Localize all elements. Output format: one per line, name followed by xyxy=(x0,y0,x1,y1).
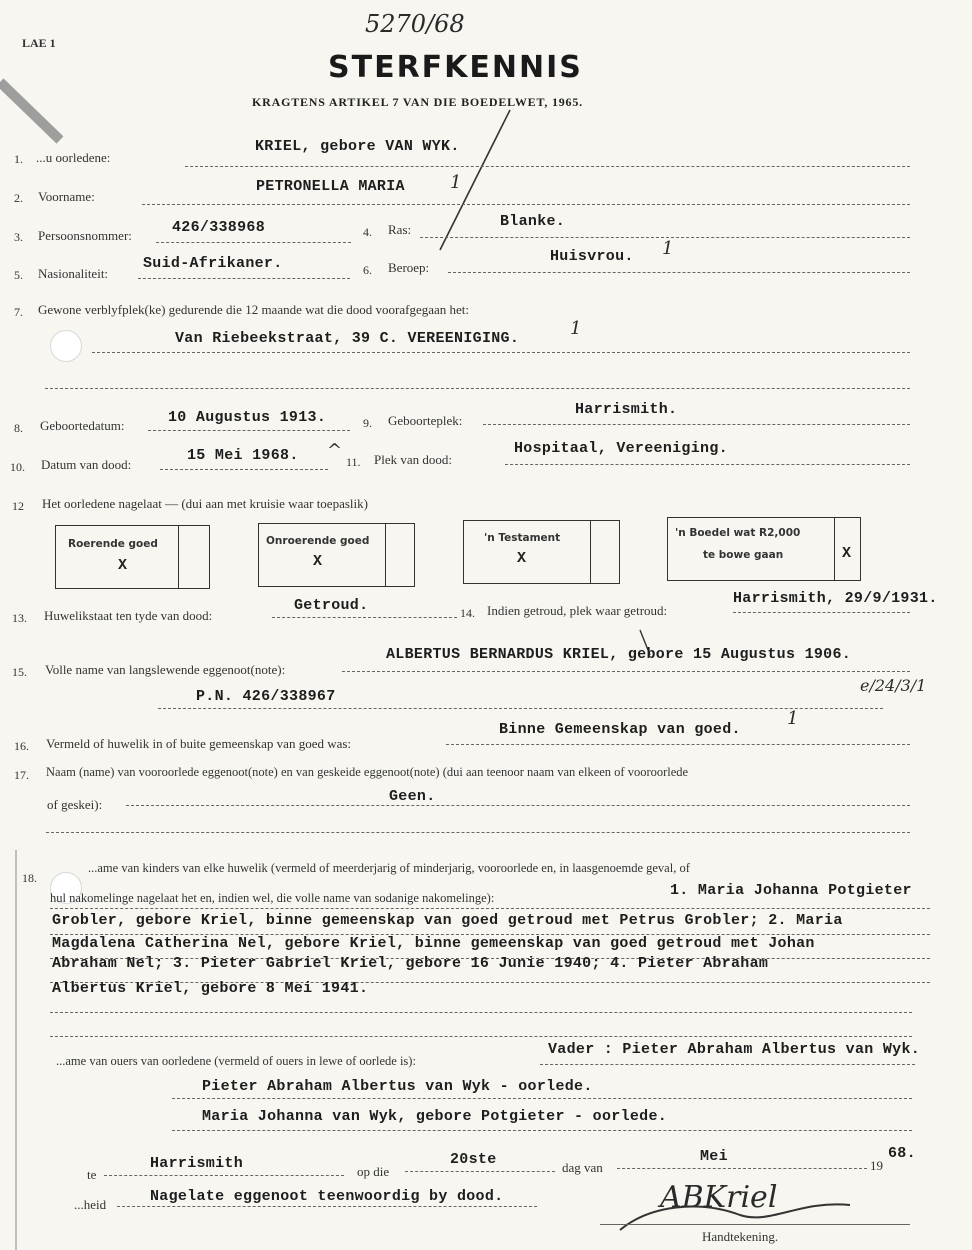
field-18-line-5 xyxy=(50,1012,912,1013)
field-16-value[interactable]: Binne Gemeenskap van goed. xyxy=(499,721,741,738)
field-9-label: Geboorteplek: xyxy=(388,413,463,428)
field-15-line-2 xyxy=(158,708,883,709)
field-15-value[interactable]: ALBERTUS BERNARDUS KRIEL, gebore 15 Augustus 1906. xyxy=(386,646,852,663)
field-8-value[interactable]: 10 Augustus 1913. xyxy=(168,409,327,426)
field-1-number: 1. xyxy=(14,152,23,166)
field-18-value-2[interactable]: Grobler, gebore Kriel, binne gemeenskap van goed getroud met Petrus Grobler; 2. Maria xyxy=(52,912,843,929)
field-16-label: Vermeld of huwelik in of buite gemeenskap van goed was: xyxy=(46,736,352,751)
estate-box-movable xyxy=(55,525,210,589)
signing-year[interactable]: 68. xyxy=(888,1145,916,1162)
signature-label: Handtekening. xyxy=(702,1229,779,1244)
field-13-number: 13. xyxy=(12,611,27,625)
field-11-label: Plek van dood: xyxy=(374,452,452,467)
field-6-number: 6. xyxy=(363,263,372,277)
field-9-value[interactable]: Harrismith. xyxy=(575,401,678,418)
estate-box-will-mark[interactable]: X xyxy=(517,550,527,567)
field-15-number: 15. xyxy=(12,665,27,679)
reference-number: 5270/68 xyxy=(365,10,465,38)
form-code: LAE 1 xyxy=(22,36,56,50)
document-subtitle: KRAGTENS ARTIKEL 7 VAN DIE BOEDELWET, 1965. xyxy=(252,95,583,109)
field-18-line-6 xyxy=(50,1036,912,1037)
field-19-value-1[interactable]: Vader : Pieter Abraham Albertus van Wyk. xyxy=(548,1041,921,1058)
field-18-line-1 xyxy=(50,908,930,909)
field-19-label: ...ame van ouers van oorledene (vermeld of ouers in lewe of oorlede is): xyxy=(56,1054,416,1068)
field-6-label: Beroep: xyxy=(388,260,430,275)
field-15-value-2[interactable]: P.N. 426/338967 xyxy=(196,688,336,705)
signature-line xyxy=(600,1224,910,1225)
field-13-line xyxy=(272,617,457,618)
field-19-line-3 xyxy=(172,1130,912,1131)
field-8-number: 8. xyxy=(14,421,23,435)
field-8-label: Geboortedatum: xyxy=(40,418,125,433)
signature: ABKriel xyxy=(660,1180,778,1215)
field-1-value[interactable]: KRIEL, gebore VAN WYK. xyxy=(255,138,460,155)
signing-month[interactable]: Mei xyxy=(700,1148,728,1165)
estate-box-will-divider xyxy=(590,520,591,584)
field-4-number: 4. xyxy=(363,225,372,239)
capacity-value[interactable]: Nagelate eggenoot teenwoordig by dood. xyxy=(150,1188,504,1205)
field-10-label: Datum van dood: xyxy=(41,457,132,472)
estate-box-value-label-2: te bowe gaan xyxy=(703,549,784,561)
field-6-value[interactable]: Huisvrou. xyxy=(550,248,634,265)
field-12-label: Het oorledene nagelaat — (dui aan met kruisie waar toepaslik) xyxy=(42,496,368,511)
field-2-number: 2. xyxy=(14,191,23,205)
field-16-line xyxy=(446,744,910,745)
field-6-line xyxy=(448,272,910,273)
field-5-value[interactable]: Suid-Afrikaner. xyxy=(143,255,283,272)
estate-box-value-label: 'n Boedel wat R2,000 xyxy=(675,527,801,539)
signing-place-line xyxy=(104,1175,344,1176)
field-2-initial: 1 xyxy=(450,172,462,193)
field-13-label: Huwelikstaat ten tyde van dood: xyxy=(44,608,213,623)
field-9-number: 9. xyxy=(363,416,372,430)
field-10-tick: ^ xyxy=(327,440,343,461)
field-9-line xyxy=(483,424,910,425)
field-18-label: ...ame van kinders van elke huwelik (vermeld of meerderjarig of minderjarig, vooroorlede en, in laasgenoemde geval, of xyxy=(88,861,690,875)
field-16-initial: 1 xyxy=(787,708,799,729)
field-3-line xyxy=(156,242,351,243)
field-17-line-2 xyxy=(46,832,910,833)
signing-day[interactable]: 20ste xyxy=(450,1151,497,1168)
field-5-line xyxy=(138,278,350,279)
field-7-line-2 xyxy=(45,388,910,389)
signing-day-line xyxy=(405,1171,555,1172)
field-7-value[interactable]: Van Riebeekstraat, 39 C. VEREENIGING. xyxy=(175,330,520,347)
estate-box-value-mark[interactable]: X xyxy=(842,545,852,562)
field-11-line xyxy=(505,464,910,465)
field-3-value[interactable]: 426/338968 xyxy=(172,219,266,236)
field-2-label: Voorname: xyxy=(38,189,95,204)
field-19-value-3[interactable]: Maria Johanna van Wyk, gebore Potgieter - oorlede. xyxy=(202,1108,668,1125)
signing-te-label: te xyxy=(87,1167,97,1182)
field-7-initial: 1 xyxy=(570,318,582,339)
field-12-number: 12 xyxy=(12,499,24,513)
field-3-label: Persoonsnommer: xyxy=(38,228,132,243)
margin-note: e/24/3/1 xyxy=(860,676,927,695)
field-14-label: Indien getroud, plek waar getroud: xyxy=(487,603,668,618)
field-1-line xyxy=(185,166,910,167)
field-2-value[interactable]: PETRONELLA MARIA xyxy=(256,178,405,195)
estate-box-immovable xyxy=(258,523,415,587)
field-13-value[interactable]: Getroud. xyxy=(294,597,369,614)
field-3-number: 3. xyxy=(14,230,23,244)
estate-box-movable-label: Roerende goed xyxy=(68,538,158,550)
field-5-label: Nasionaliteit: xyxy=(38,266,109,281)
estate-box-movable-mark[interactable]: X xyxy=(118,557,128,574)
field-4-value[interactable]: Blanke. xyxy=(500,213,566,230)
field-17-label-2: of geskei): xyxy=(47,797,103,812)
estate-box-will-label: 'n Testament xyxy=(484,532,561,544)
field-17-label: Naam (name) van vooroorlede eggenoot(note) en van geskeide eggenoot(note) (dui aan teenoor naam van elkeen of vooroorlede xyxy=(46,765,689,779)
field-19-value-2[interactable]: Pieter Abraham Albertus van Wyk - oorlede. xyxy=(202,1078,593,1095)
document-title: STERFKENNIS xyxy=(328,50,583,85)
field-18-value-5[interactable]: Albertus Kriel, gebore 8 Mei 1941. xyxy=(52,980,369,997)
field-14-value[interactable]: Harrismith, 29/9/1931. xyxy=(733,590,938,607)
signing-month-line xyxy=(617,1168,867,1169)
field-19-line-2 xyxy=(172,1098,912,1099)
field-18-value-4[interactable]: Abraham Nel; 3. Pieter Gabriel Kriel, gebore 16 Junie 1940; 4. Pieter Abraham xyxy=(52,955,769,972)
field-1-label: ...u oorledene: xyxy=(36,150,111,165)
field-19-line-1 xyxy=(540,1064,915,1065)
field-18-number: 18. xyxy=(22,871,37,885)
signing-op-label: op die xyxy=(357,1164,390,1179)
field-10-value[interactable]: 15 Mei 1968. xyxy=(187,447,299,464)
field-4-label: Ras: xyxy=(388,222,412,237)
field-2-line xyxy=(142,204,910,205)
field-18-value-3[interactable]: Magdalena Catherina Nel, gebore Kriel, binne gemeenskap van goed getroud met Johan xyxy=(52,935,815,952)
field-17-number: 17. xyxy=(14,768,29,782)
field-15-line-1 xyxy=(342,671,910,672)
capacity-label: ...heid xyxy=(74,1197,107,1212)
punch-hole-top xyxy=(50,330,82,362)
field-7-label: Gewone verblyfplek(ke) gedurende die 12 maande wat die dood voorafgegaan het: xyxy=(38,302,469,317)
field-16-number: 16. xyxy=(14,739,29,753)
estate-box-immovable-mark[interactable]: X xyxy=(313,553,323,570)
field-5-number: 5. xyxy=(14,268,23,282)
field-15-label: Volle name van langslewende eggenoot(note): xyxy=(45,662,286,677)
field-11-value[interactable]: Hospitaal, Vereeniging. xyxy=(514,440,728,457)
field-14-line xyxy=(733,612,910,613)
estate-box-will xyxy=(463,520,620,584)
field-7-number: 7. xyxy=(14,305,23,319)
field-6-initial: 1 xyxy=(662,238,674,259)
field-18-label-2: hul nakomelinge nagelaat het en, indien wel, die volle name van sodanige nakomelinge): xyxy=(50,891,495,905)
field-8-line xyxy=(148,430,350,431)
signing-dag-label: dag van xyxy=(562,1160,603,1175)
field-18-value-1[interactable]: 1. Maria Johanna Potgieter xyxy=(670,882,912,899)
field-7-line-1 xyxy=(92,352,910,353)
estate-box-immovable-divider xyxy=(385,523,386,587)
estate-box-movable-divider xyxy=(178,525,179,589)
signing-place[interactable]: Harrismith xyxy=(150,1155,244,1172)
signing-year-prefix: 19 xyxy=(870,1158,883,1173)
field-14-number: 14. xyxy=(460,606,475,620)
field-10-number: 10. xyxy=(10,460,25,474)
field-11-number: 11. xyxy=(346,455,361,469)
field-17-line-1 xyxy=(126,805,910,806)
capacity-line xyxy=(117,1206,537,1207)
field-17-value[interactable]: Geen. xyxy=(389,788,436,805)
estate-box-value-divider xyxy=(834,517,835,581)
estate-box-immovable-label: Onroerende goed xyxy=(266,535,370,547)
field-10-line xyxy=(160,469,328,470)
